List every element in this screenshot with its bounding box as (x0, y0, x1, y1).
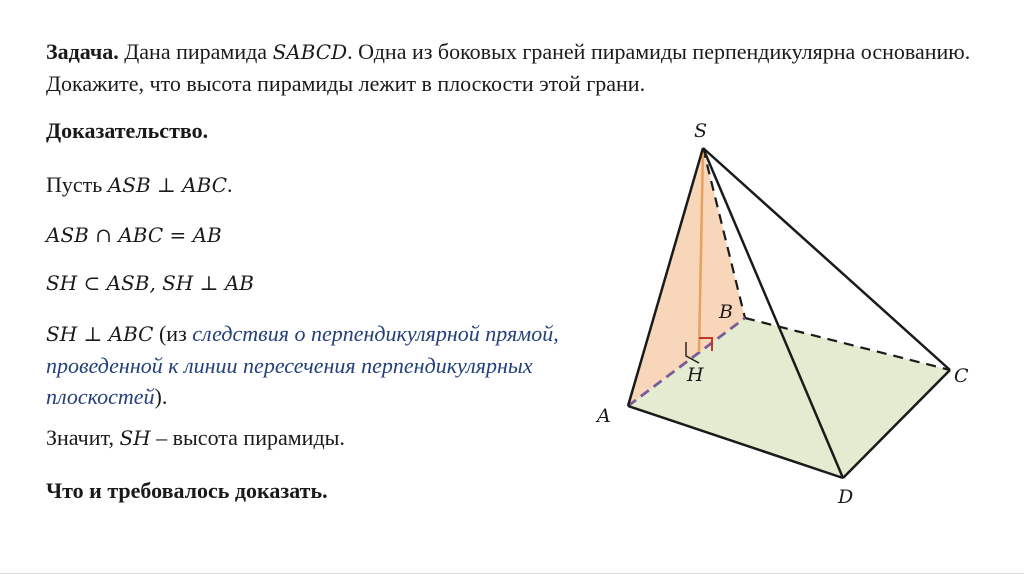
proof-line-4-paren-close: ). (154, 384, 168, 409)
task-pyramid-name: SABCD (272, 40, 348, 64)
label-b: B (719, 301, 733, 323)
task-text-part1: Дана пирамида (118, 39, 273, 64)
proof-line-5-formula: SH (119, 426, 151, 450)
proof-line-5-word: Значит, (46, 425, 120, 450)
proof-line-4-reference: следствия о перпендикулярной прямой, проведенной к линии пересечения перпендикулярных плоскостей (46, 321, 559, 409)
label-h: H (687, 364, 704, 386)
proof-line-5-rest: – высота пирамиды. (150, 425, 345, 450)
task-heading: Задача. (46, 39, 119, 64)
proof-line-4-formula: SH ⊥ ABC (46, 322, 154, 346)
proof-line-4-paren-open: (из (153, 321, 193, 346)
label-s: S (694, 120, 708, 142)
label-c: C (954, 365, 969, 387)
proof-line-2-formula: ASB ∩ ABC = AB (46, 223, 222, 247)
proof-conclusion: Что и требовалось доказать. (46, 478, 328, 503)
proof-heading: Доказательство. (46, 118, 209, 143)
proof-line-3-formula: SH ⊂ ASB, SH ⊥ AB (46, 271, 254, 295)
proof-line-1-end: . (227, 172, 233, 197)
task-text-part2: . Одна из боковых граней пирамиды перпендикулярна основанию. Докажите, что высота пирамиды лежит в плоскости этой грани. (46, 39, 971, 96)
label-d: D (838, 486, 854, 508)
proof-line-1-word: Пусть (46, 172, 108, 197)
proof-line-1-formula: ASB ⊥ ABC (107, 173, 227, 197)
label-a: A (597, 405, 611, 427)
